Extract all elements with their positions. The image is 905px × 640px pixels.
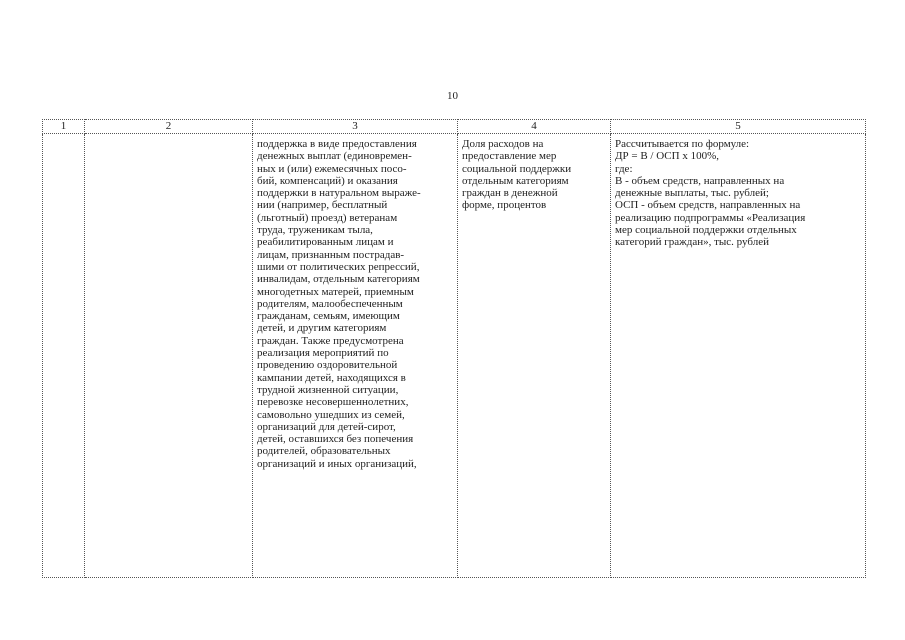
text-line: где: — [615, 162, 633, 175]
text-line: трудной жизненной ситуации, — [257, 383, 399, 396]
text-line: социальной поддержки — [462, 162, 572, 175]
cell-col2 — [85, 134, 253, 578]
text-line: предоставление мер — [462, 150, 557, 163]
table-row — [43, 134, 866, 578]
text-line: денежных выплат (единовремен- — [257, 150, 412, 163]
text-line: инвалидам, отдельным категориям — [257, 273, 420, 286]
column-header-5: 5 — [611, 120, 866, 134]
text-line: ОСП - объем средств, направленных на — [615, 199, 801, 212]
text-line: нии (например, бесплатный — [257, 199, 388, 212]
text-line: лицам, признанным пострадав- — [257, 248, 405, 261]
text-line: труда, труженикам тыла, — [257, 224, 373, 237]
text-line: В - объем средств, направленных на — [615, 174, 785, 187]
text-line: денежные выплаты, тыс. рублей; — [615, 187, 769, 200]
text-line: Рассчитывается по формуле: — [615, 138, 750, 150]
text-line: реализация мероприятий по — [257, 347, 389, 360]
text-line: самовольно ушедших из семей, — [257, 408, 405, 421]
cell-calculation-method — [611, 134, 866, 578]
text-line: граждан. Также предусмотрена — [257, 334, 404, 347]
text-line: кампании детей, находящихся в — [257, 371, 406, 384]
text-line: граждан в денежной — [462, 187, 558, 200]
cell-col1 — [43, 134, 85, 578]
column-header-4: 4 — [458, 120, 611, 134]
text-line: организаций и иных организаций, — [257, 457, 417, 470]
column-header-1: 1 — [43, 120, 85, 134]
text-line: Доля расходов на — [462, 138, 544, 150]
text-line: поддержки в натуральном выраже- — [257, 187, 421, 200]
text-line: реализацию подпрограммы «Реализация — [615, 211, 806, 224]
text-line: родителям, малообеспеченным — [257, 297, 403, 310]
page-number: 10 — [447, 90, 458, 102]
cell-indicator-name — [458, 134, 611, 578]
text-line: проведению оздоровительной — [257, 359, 398, 372]
text-line: детей, и другим категориям — [257, 322, 387, 335]
text-line: шими от политических репрессий, — [257, 260, 420, 273]
text-line: ных и (или) ежемесячных посо- — [257, 162, 407, 175]
column-header-2: 2 — [85, 120, 253, 134]
text-line: ДР = В / ОСП х 100%, — [615, 150, 719, 163]
text-line: форме, процентов — [462, 199, 547, 212]
column-header-3: 3 — [253, 120, 458, 134]
text-line: мер социальной поддержки отдельных — [615, 224, 797, 237]
text-line: поддержка в виде предоставления — [257, 138, 417, 150]
text-line: детей, оставшихся без попечения — [257, 433, 414, 446]
text-line: родителей, образовательных — [257, 445, 391, 458]
cell-description — [253, 134, 458, 578]
text-line: перевозке несовершеннолетних, — [257, 396, 409, 409]
text-line: многодетных матерей, приемным — [257, 285, 414, 298]
text-line: отдельным категориям — [462, 174, 569, 187]
table-header-row — [43, 120, 866, 134]
text-line: организаций для детей-сирот, — [257, 420, 396, 433]
indicator-table — [42, 119, 866, 578]
text-line: категорий граждан», тыс. рублей — [615, 236, 769, 249]
text-line: бий, компенсаций) и оказания — [257, 174, 398, 187]
text-line: реабилитированным лицам и — [257, 236, 394, 249]
text-line: гражданам, семьям, имеющим — [257, 310, 400, 323]
text-line: (льготный) проезд) ветеранам — [257, 211, 398, 224]
